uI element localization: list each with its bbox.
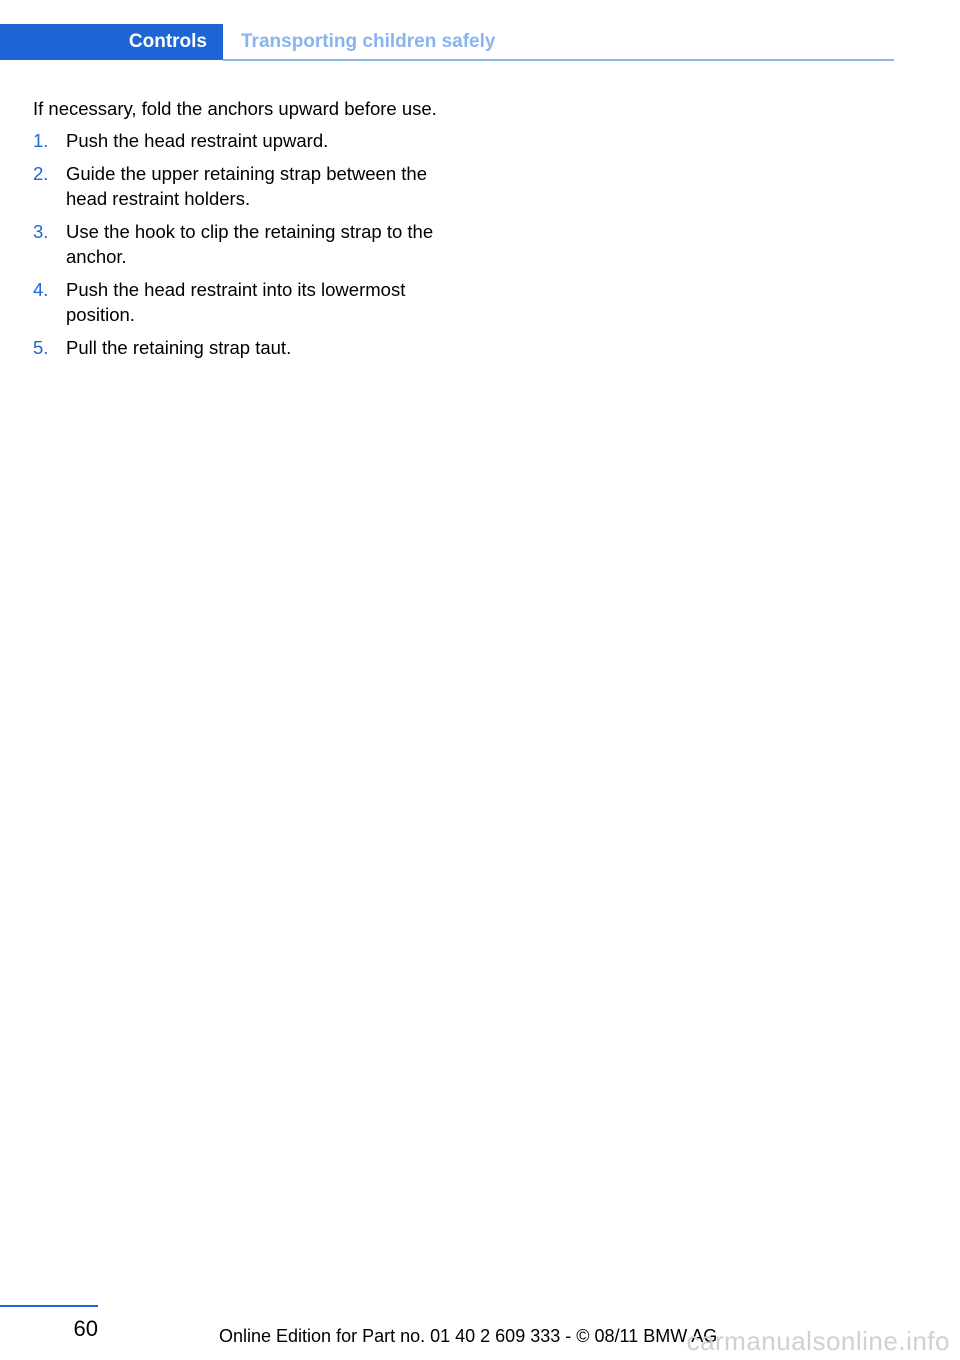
instruction-steps — [33, 128, 443, 360]
step-text: Use the hook to clip the retaining strap to the anchor. — [66, 221, 434, 267]
step-number: 2. — [33, 163, 49, 184]
step-number: 5. — [33, 337, 49, 358]
watermark-text: carmanualsonline.info — [686, 1326, 950, 1356]
step-text: Push the head restraint upward. — [66, 130, 329, 151]
intro-paragraph: If necessary, fold the anchors upward before use. — [33, 98, 437, 119]
header-divider — [223, 59, 894, 61]
chapter-title: Transporting children safely — [241, 31, 496, 52]
edition-footer: Online Edition for Part no. 01 40 2 609 333 - © 08/11 BMW AG — [219, 1326, 718, 1346]
step-item — [33, 335, 443, 360]
step-item — [33, 277, 443, 327]
step-item — [33, 161, 443, 211]
step-number: 3. — [33, 221, 49, 242]
step-number: 1. — [33, 130, 49, 151]
step-number: 4. — [33, 279, 49, 300]
step-text: Guide the upper retaining strap between the head restraint holders. — [66, 163, 427, 209]
footer-divider — [0, 1305, 98, 1307]
step-item — [33, 128, 443, 153]
step-text: Pull the retaining strap taut. — [66, 337, 292, 358]
main-content — [33, 96, 443, 368]
step-item — [33, 219, 443, 269]
page-number: 60 — [73, 1316, 98, 1341]
section-tab: Controls — [0, 24, 223, 60]
page-header — [0, 24, 894, 62]
step-text: Push the head restraint into its lowermost position. — [66, 279, 406, 325]
